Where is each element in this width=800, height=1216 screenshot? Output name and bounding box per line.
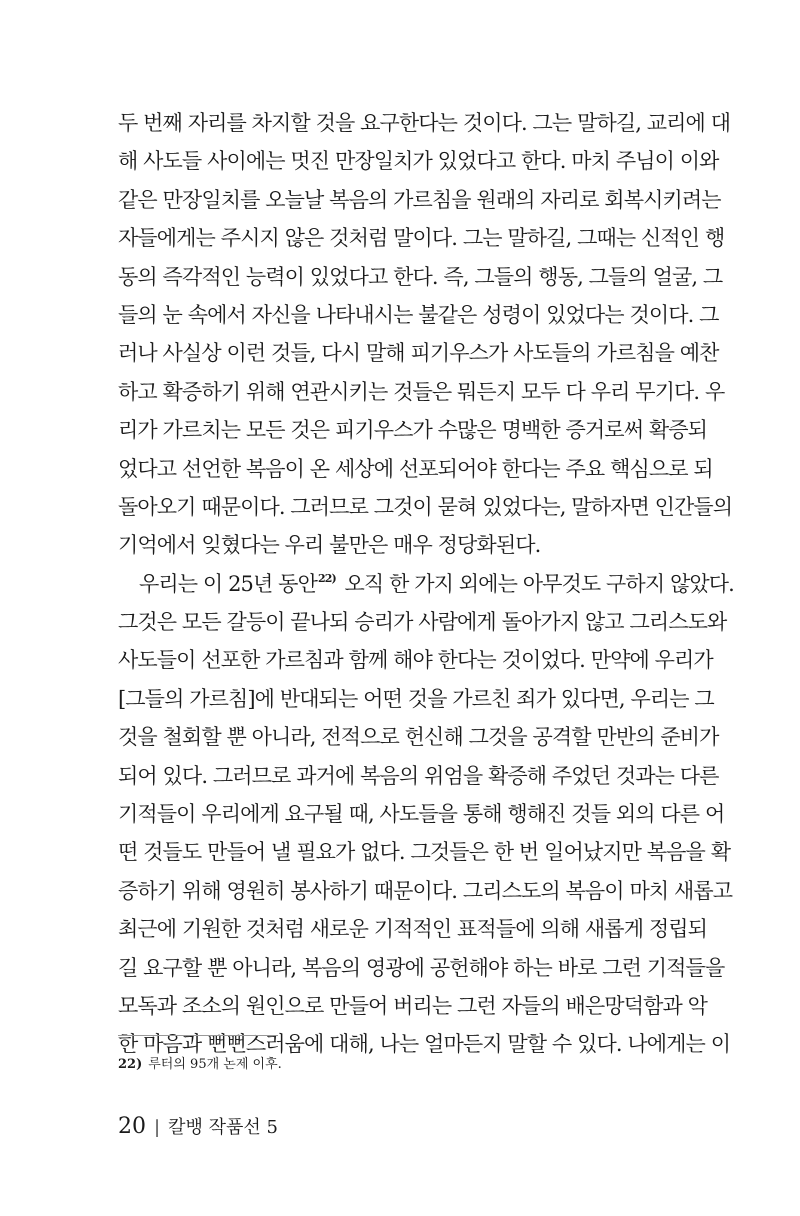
series-title: 칼뱅 작품선 5 — [168, 1117, 278, 1138]
footnote-divider — [118, 1035, 278, 1036]
body-line: 떤 것들도 만들어 낼 필요가 없다. 그것들은 한 번 일어났지만 복음을 확 — [118, 840, 731, 865]
body-text-run: 우리는 이 25년 동안 — [139, 571, 317, 596]
body-line: 모독과 조소의 원인으로 만들어 버리는 그런 자들의 배은망덕함과 악 — [118, 993, 708, 1018]
body-line: [그들의 가르침]에 반대되는 어떤 것을 가르친 죄가 있다면, 우리는 그 — [118, 686, 714, 711]
page-footer — [118, 1115, 278, 1140]
body-line: 같은 만장일치를 오늘날 복음의 가르침을 원래의 자리로 회복시키려는 — [118, 187, 721, 212]
body-text-run: 오직 한 가지 외에는 아무것도 구하지 않았다. — [338, 571, 734, 596]
body-line: 리가 가르치는 모든 것은 피기우스가 수많은 명백한 증거로써 확증되 — [118, 418, 708, 443]
body-line: 동의 즉각적인 능력이 있었다고 한다. 즉, 그들의 행동, 그들의 얼굴, 그 — [118, 264, 723, 289]
body-line: 기억에서 잊혔다는 우리 불만은 매우 정당화된다. — [118, 533, 541, 558]
body-line: 한 마음과 뻔뻔스러움에 대해, 나는 얼마든지 말할 수 있다. 나에게는 이 — [118, 1032, 731, 1057]
body-line: 두 번째 자리를 차지할 것을 요구한다는 것이다. 그는 말하길, 교리에 대 — [118, 111, 731, 135]
body-line: 그것은 모든 갈등이 끝나되 승리가 사람에게 돌아가지 않고 그리스도와 — [118, 610, 727, 635]
body-line: 길 요구할 뿐 아니라, 복음의 영광에 공헌해야 하는 바로 그런 기적들을 — [118, 955, 725, 980]
body-text — [118, 104, 734, 1064]
footnote-text: 루터의 95개 논제 이후. — [148, 1057, 282, 1072]
body-line: 되어 있다. 그러므로 과거에 복음의 위엄을 확증해 주었던 것과는 다른 — [118, 763, 719, 788]
body-line: 었다고 선언한 복음이 온 세상에 선포되어야 한다는 주요 핵심으로 되 — [118, 456, 713, 481]
page-number: 20 — [118, 1114, 146, 1139]
footer-separator: | — [154, 1117, 161, 1138]
body-line: 자들에게는 주시지 않은 것처럼 말이다. 그는 말하길, 그때는 신적인 행 — [118, 226, 725, 251]
body-line: 사도들이 선포한 가르침과 함께 해야 한다는 것이었다. 만약에 우리가 — [118, 648, 713, 673]
body-line: 것을 철회할 뿐 아니라, 전적으로 헌신해 그것을 공격할 만반의 준비가 — [118, 725, 719, 750]
body-line: 증하기 위해 영원히 봉사하기 때문이다. 그리스도의 복음이 마치 새롭고 — [118, 878, 733, 903]
body-line: 러나 사실상 이런 것들, 다시 말해 피기우스가 사도들의 가르침을 예찬 — [118, 341, 719, 366]
body-line: 들의 눈 속에서 자신을 나타내시는 불같은 성령이 있었다는 것이다. 그 — [118, 302, 719, 327]
footnote — [118, 1056, 282, 1074]
paragraph-first-line — [118, 565, 734, 603]
body-line: 해 사도들 사이에는 멋진 만장일치가 있었다고 한다. 마치 주님이 이와 — [118, 149, 719, 174]
body-line: 돌아오기 때문이다. 그러므로 그것이 묻혀 있었다는, 말하자면 인간들의 — [118, 494, 733, 519]
body-line: 하고 확증하기 위해 연관시키는 것들은 뭐든지 모두 다 우리 무기다. 우 — [118, 379, 725, 404]
body-line: 기적들이 우리에게 요구될 때, 사도들을 통해 행해진 것들 외의 다른 어 — [118, 802, 725, 827]
footnote-reference[interactable]: 22) — [317, 571, 336, 585]
footnote-marker: 22) — [118, 1057, 143, 1072]
body-line: 최근에 기원한 것처럼 새로운 기적적인 표적들에 의해 새롭게 정립되 — [118, 917, 708, 942]
